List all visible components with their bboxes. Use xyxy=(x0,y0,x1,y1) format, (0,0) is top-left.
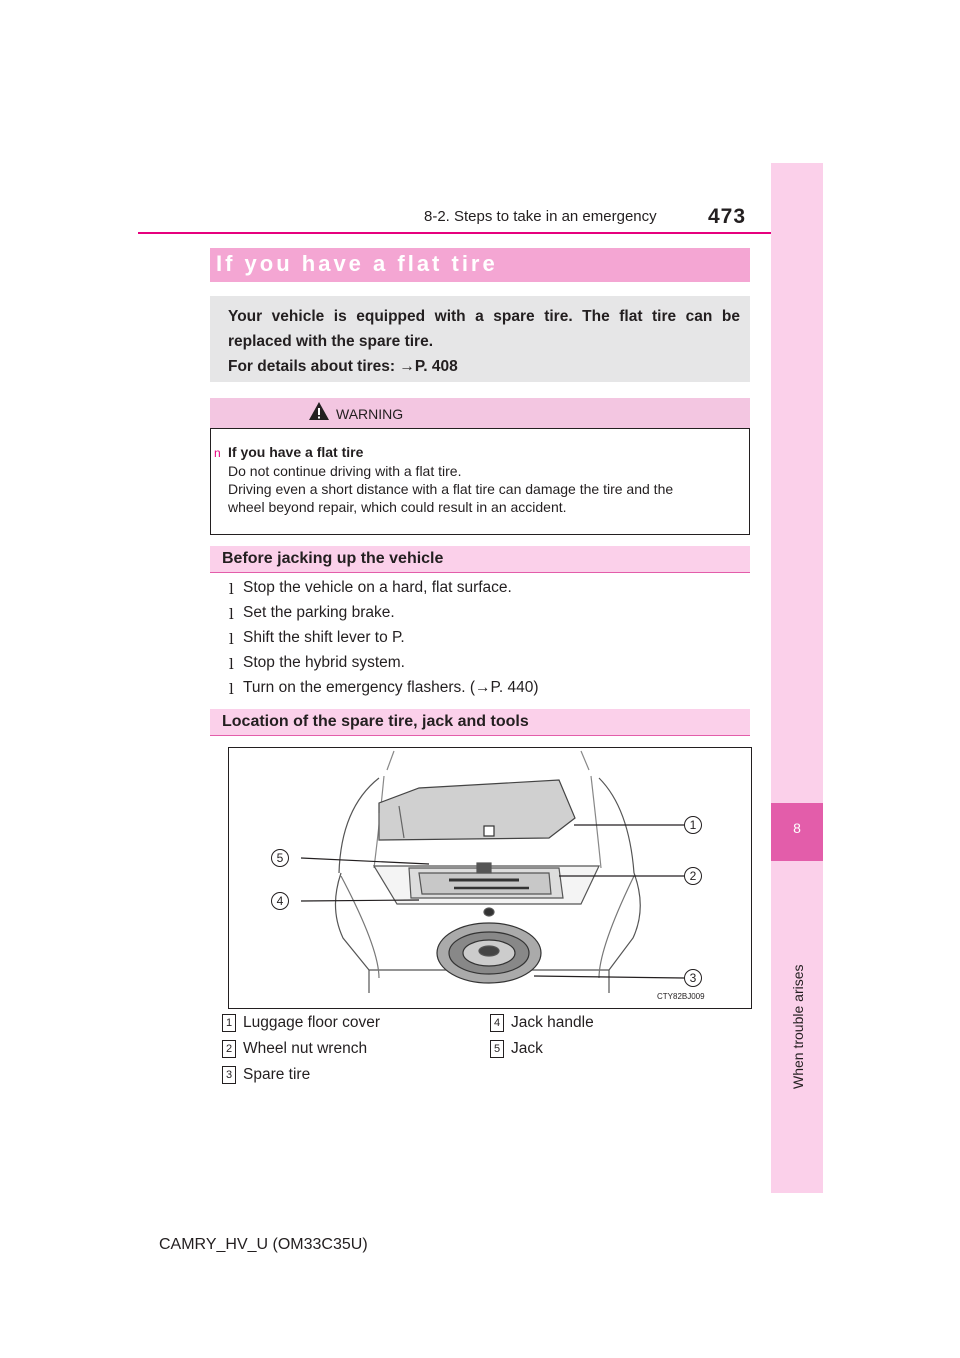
legend-number: 2 xyxy=(222,1040,236,1058)
trunk-illustration xyxy=(228,747,752,1009)
warning-triangle-icon xyxy=(308,401,330,421)
legend-label: Jack xyxy=(511,1040,543,1057)
warning-text: wheel beyond repair, which could result in an accident. xyxy=(228,499,567,515)
chapter-number: 8 xyxy=(793,820,801,836)
legend-label: Jack handle xyxy=(511,1014,594,1031)
legend-label: Luggage floor cover xyxy=(243,1014,381,1031)
intro-line: Your vehicle is equipped with a spare tire. The flat tire can be xyxy=(228,308,740,325)
step-bullet: l xyxy=(229,655,234,673)
section-heading: 8-2. Steps to take in an emergency xyxy=(424,208,657,225)
intro-reference: For details about tires: →P. 408 xyxy=(228,358,458,375)
callout-2: 2 xyxy=(689,869,697,883)
step-item: Stop the vehicle on a hard, flat surface. xyxy=(243,579,512,596)
trunk-drawing xyxy=(229,748,751,1008)
subheading-before-jacking: Before jacking up the vehicle xyxy=(222,550,444,567)
step-bullet: l xyxy=(229,680,234,698)
step-item: Stop the hybrid system. xyxy=(243,654,405,671)
warning-subtitle: If you have a flat tire xyxy=(228,444,364,460)
chapter-label-container xyxy=(786,869,810,1089)
step-item: Set the parking brake. xyxy=(243,604,395,621)
warning-label: WARNING xyxy=(336,406,404,422)
legend-number: 3 xyxy=(222,1066,236,1084)
document-footer: CAMRY_HV_U (OM33C35U) xyxy=(159,1236,368,1253)
warning-bullet: n xyxy=(214,446,221,460)
legend-number: 5 xyxy=(490,1040,504,1058)
legend-label: Spare tire xyxy=(243,1066,311,1083)
header-divider xyxy=(138,232,822,234)
callout-4: 4 xyxy=(276,894,284,908)
warning-text: Do not continue driving with a flat tire. xyxy=(228,463,462,479)
intro-line: replaced with the spare tire. xyxy=(228,333,434,350)
figure-code: CTY82BJ009 xyxy=(657,992,705,1001)
warning-text: Driving even a short distance with a flat tire can damage the tire and the xyxy=(228,481,674,497)
warning-header xyxy=(210,398,750,429)
step-item: Shift the shift lever to P. xyxy=(243,629,405,646)
step-bullet: l xyxy=(229,605,234,623)
step-bullet: l xyxy=(229,630,234,648)
chapter-label: When trouble arises xyxy=(790,964,806,1089)
page-title: If you have a flat tire xyxy=(216,251,498,276)
callout-1: 1 xyxy=(689,818,697,832)
legend-label: Wheel nut wrench xyxy=(243,1040,368,1057)
page-number: 473 xyxy=(708,205,747,228)
legend-number: 1 xyxy=(222,1014,236,1032)
callout-3: 3 xyxy=(689,971,697,985)
legend-number: 4 xyxy=(490,1014,504,1032)
step-bullet: l xyxy=(229,580,234,598)
callout-5: 5 xyxy=(276,851,284,865)
subheading-location: Location of the spare tire, jack and tools xyxy=(222,713,529,730)
step-item: Turn on the emergency flashers. (→P. 440) xyxy=(243,679,539,696)
